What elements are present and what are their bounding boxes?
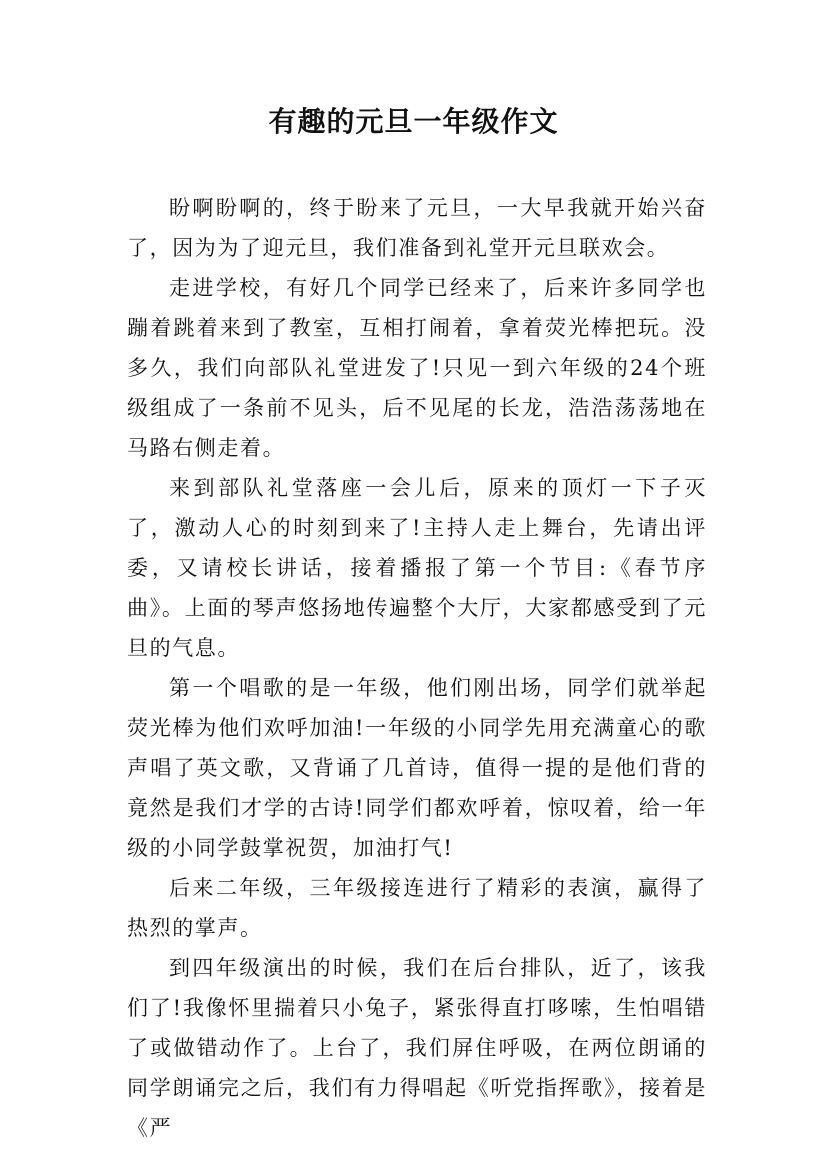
paragraph-1: 盼啊盼啊的，终于盼来了元旦，一大早我就开始兴奋了，因为为了迎元旦，我们准备到礼堂开元旦联欢会。 [127,196,707,260]
paragraph-5: 后来二年级，三年级接连进行了精彩的表演，赢得了热烈的掌声。 [127,876,707,940]
paragraph-3: 来到部队礼堂落座一会儿后，原来的顶灯一下子灭了，激动人心的时刻到来了!主持人走上舞台，先请出评委，又请校长讲话，接着播报了第一个节目:《春节序曲》。上面的琴声悠扬地传遍整个大厅，大家都感受到了元旦的气息。 [127,476,707,660]
document-body [127,188,707,1148]
paragraph-6: 到四年级演出的时候，我们在后台排队，近了，该我们了!我像怀里揣着只小兔子，紧张得直打哆嗦，生怕唱错了或做错动作了。上台了，我们屏住呼吸，在两位朗诵的同学朗诵完之后，我们有力得唱起《听党指挥歌》，接着是《严 [127,956,707,1140]
paragraph-4: 第一个唱歌的是一年级，他们刚出场，同学们就举起荧光棒为他们欢呼加油!一年级的小同学先用充满童心的歌声唱了英文歌，又背诵了几首诗，值得一提的是他们背的竟然是我们才学的古诗!同学们都欢呼着，惊叹着，给一年级的小同学鼓掌祝贺，加油打气! [127,676,707,860]
document-title: 有趣的元旦一年级作文 [268,105,559,138]
paragraph-2: 走进学校，有好几个同学已经来了，后来许多同学也蹦着跳着来到了教室，互相打闹着，拿着荧光棒把玩。没多久，我们向部队礼堂进发了!只见一到六年级的24个班级组成了一条前不见头，后不见尾的长龙，浩浩荡荡地在马路右侧走着。 [127,276,707,460]
